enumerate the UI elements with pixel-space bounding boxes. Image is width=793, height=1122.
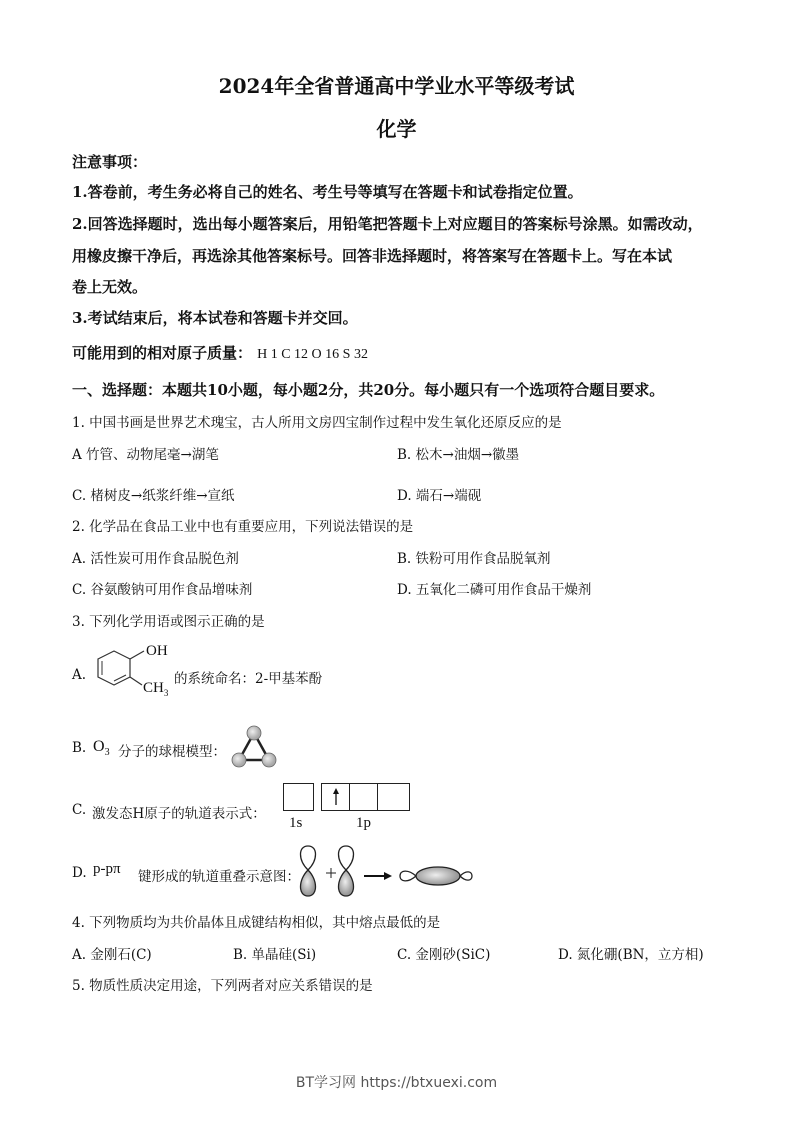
q3-option-d-label: D. (72, 865, 87, 881)
orbital-1p-boxes (321, 783, 410, 811)
notes-heading: 注意事项： (72, 153, 148, 171)
q2-option-c: C. 谷氨酸钠可用作食品增味剂 (72, 582, 253, 598)
note-2-line3: 卷上无效。 (72, 278, 148, 296)
electron-up-arrow-icon (322, 784, 350, 810)
q3-option-a-text: 的系统命名：2-甲基苯酚 (174, 671, 323, 687)
question-2-stem: 2. 化学品在食品工业中也有重要应用，下列说法错误的是 (72, 519, 414, 535)
q4-option-c: C. 金刚砂(SiC) (397, 947, 491, 963)
orbital-1p-cell (350, 784, 378, 810)
section-1-heading: 一、选择题：本题共10小题，每小题2分，共20分。每小题只有一个选项符合题目要求。 (72, 381, 665, 399)
o3-ball-stick-model-icon (228, 722, 280, 772)
q1-option-d: D. 端石→端砚 (397, 488, 482, 504)
q2-option-d: D. 五氧化二磷可用作食品干燥剂 (397, 582, 592, 598)
q3-option-c-text: 激发态H原子的轨道表示式： (92, 806, 266, 822)
q1-option-b: B. 松木→油烟→徽墨 (397, 447, 520, 463)
q4-option-b: B. 单晶硅(Si) (233, 947, 317, 963)
question-5-stem: 5. 物质性质决定用途，下列两者对应关系错误的是 (72, 978, 373, 994)
oh-label: OH (146, 643, 168, 659)
o3-formula: $O_3$ (93, 738, 110, 759)
q4-option-a: A. 金刚石(C) (72, 947, 152, 963)
question-4-stem: 4. 下列物质均为共价晶体且成键结构相似，其中熔点最低的是 (72, 915, 441, 931)
atomic-mass-values: H 1 C 12 O 16 S 32 (257, 347, 368, 362)
note-2-line1: 2.回答选择题时，选出每小题答案后，用铅笔把答题卡上对应题目的答案标号涂黑。如需改动， (72, 215, 703, 233)
q3-option-a-label: A. (72, 667, 87, 683)
question-3-stem: 3. 下列化学用语或图示正确的是 (72, 614, 265, 630)
exam-subject: 化学 (376, 117, 417, 141)
exam-title: 2024年全省普通高中学业水平等级考试 (218, 74, 575, 98)
q4-option-d: D. 氮化硼(BN，立方相) (558, 947, 704, 963)
q1-option-a: A 竹管、动物尾毫→湖笔 (72, 447, 219, 463)
orbital-1p-cell (322, 784, 350, 810)
orbital-1p-cell (378, 784, 406, 810)
q2-option-a: A. 活性炭可用作食品脱色剂 (72, 551, 239, 567)
ch3-label: $CH_3$ (143, 680, 169, 698)
q3-option-b-label: B. (72, 740, 87, 756)
q3-option-c-label: C. (72, 802, 87, 818)
atomic-mass-line (72, 342, 368, 363)
note-3: 3.考试结束后，将本试卷和答题卡并交回。 (72, 309, 358, 327)
atomic-mass-label: 可能用到的相对原子质量： (72, 344, 253, 362)
note-2-line2: 用橡皮擦干净后，再选涂其他答案标号。回答非选择题时，将答案写在答题卡上。写在本试 (72, 247, 673, 265)
q3-option-b-text: 分子的球棍模型： (118, 744, 226, 760)
pp-pi-formula: p-pπ (93, 861, 121, 877)
watermark-footer: BT学习网 https://btxuexi.com (295, 1075, 498, 1091)
orbital-label-1s: 1s (289, 815, 303, 831)
orbital-1s-box (283, 783, 314, 811)
question-1-stem: 1. 中国书画是世界艺术瑰宝，古人所用文房四宝制作过程中发生氧化还原反应的是 (72, 415, 562, 431)
q1-option-c: C. 楮树皮→纸浆纤维→宣纸 (72, 488, 235, 504)
orbital-label-1p: 1p (356, 815, 371, 831)
q2-option-b: B. 铁粉可用作食品脱氧剂 (397, 551, 551, 567)
q3-option-d-text: 键形成的轨道重叠示意图： (138, 869, 300, 885)
note-1: 1.答卷前，考生务必将自己的姓名、考生号等填写在答题卡和试卷指定位置。 (72, 183, 583, 201)
p-orbital-overlap-diagram-icon (296, 843, 476, 899)
